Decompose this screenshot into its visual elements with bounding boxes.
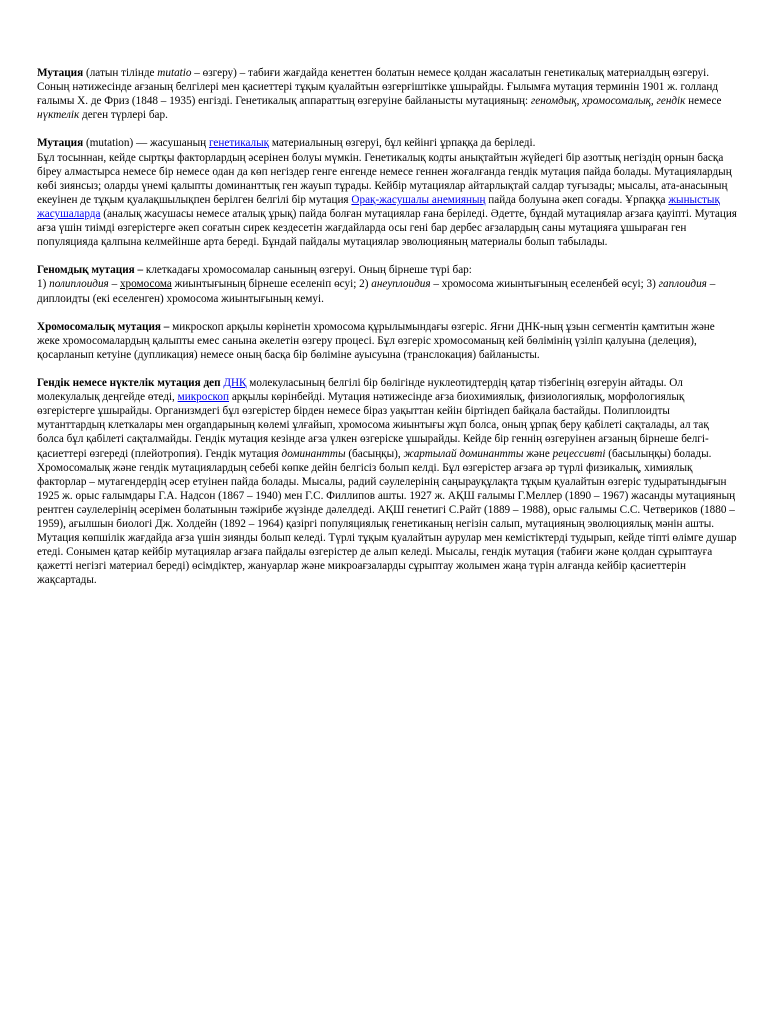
term-genomic-mutation: Геномдық мутация – [37,264,144,277]
text-run: – өзгеру) – табиғи жағдайда кенеттен болатын немесе қолдан жасалатын генетикалық материалдың өзгеруі. Соның нәтижесінде ағзаның белгілері мен қасиеттері тұқым қуалайтын өзгерғіштікке ұшырайды. Ғылымға мутация терминін 1901 ж. голланд ғалымы Х. де Фриз (1848 – 1935) енгізді. Генетикалық аппараттың өзгеруіне байланысты мутацияның: [37,67,719,108]
paragraph-mutation-definition [37,66,737,122]
text-run: және [523,447,553,460]
link-microscope[interactable]: микроскоп [177,391,230,404]
text-run: молекуласының белгілі бір бөлігінде нуклеотидтердің қатар тізбегінің өзгеруін айтады. Ол молекулалық деңгейде өтеді, [37,377,683,404]
text-run-italic: mutatio [157,67,192,79]
text-run: клеткадағы хромосомалар санының өзгеруі. Оның бірнеше түрі бар: [143,264,472,277]
term-mutation: Мутация [37,67,84,79]
link-dna[interactable]: ДНҚ [223,377,247,390]
text-run: Бұл тосыннан, кейде сыртқы факторлардың әсерінен болуы мүмкін. Генетикалық кодты анықтайтын жүйедегі бір азоттық негіздің орнын басқа біреу алмастырса немесе бір немесе одан да көп негіздер генге енгенде немесе геннен жоғалғанда гендік мутация пайда болады. Мутациялардың көбі зиянсыз; оларды үнемі қалыпты доминанттық ген жауып тұрады. Кейбір мутациялар айтарлықтай салдар туғызады; мысалы, ата-анасының екеуінен де тұқым қуалақшылықпен берілген белгілі бір мутация [37,151,732,206]
text-run: материалының өзгеруі, бұл кейінгі ұрпаққа да беріледі. [269,137,536,150]
term-mutation: Мутация [37,137,84,150]
text-run-italic: доминантты [281,447,346,460]
term-chromosomal-mutation: Хромосомалық мутация – [37,320,170,333]
text-run-italic: нүктелік [37,109,80,122]
text-run: – диплоидты (екі еселенген) хромосома жиынтығының кемуі. [37,278,716,305]
text-run-italic: рецессивті [552,447,606,460]
text-run: деген түрлері бар. [79,109,168,122]
text-run-italic: геномдық, хромосомалық, гендік [530,95,686,108]
text-run: жиынтығының бірнеше еселеніп өсуі; 2) [171,278,372,291]
link-genetic[interactable]: генетикалық [208,137,270,150]
link-germ-cells[interactable]: жыныстық жасушаларда [37,193,720,220]
text-run-italic: гаплоидия [658,278,707,291]
text-run: (басыңқы), [345,447,404,460]
text-run-italic: анеуплоидия [371,278,431,291]
text-run: микроскоп арқылы көрінетін хромосома құрылымындағы өзгеріс. Яғни ДНК-ның ұзын сегментін қамтитын және жеке хромосомалардың қалыпты емес санына әкелетін өзгеру процесі. Бұл өзгеріс хромосоманың кей бөлімінің үзіліп қалуына (делеция), қосарланып кетуіне (дупликация) немесе оның басқа бір бөліміне ауысуына (транслокация) байланысты. [37,320,715,361]
text-run: – хромосома жиынтығының еселенбей өсуі; 3) [430,278,659,291]
link-sickle-cell-anemia[interactable]: Орақ-жасушалы анемияның [351,193,486,206]
term-gene-mutation: Гендік немесе нүктелік мутация деп [37,377,221,390]
text-run-italic: жартылай доминантты [403,447,524,460]
text-run: арқылы көрінбейді. Мутация нәтижесінде ағза биохимиялық, физиологиялық, морфологиялық өзгерістерге ұшырайды. Организмдегі бұл өзгерістер бірден немесе біраз уақыттан кейін біртіндеп байқала бастайды. Полиплоидты мутанттардың клеткалары мен organдарының көлемі ұлғайып, хромосома жиынтығы жұп болса, оның ұрпақ беру қабілеті сақталады, ал тақ болса бұл қабілеті сақталмайды. Гендік мутация кезінде ағза үлкен өзгеріске ұшырайды. Кейде бір геннің өзгеруінен ағзаның бірнеше белгі-қасиеттері өзгереді (плейотропия). Гендік мутация [37,391,709,460]
document-page [37,66,737,602]
text-run: пайда болуына әкеп соғады. Ұрпаққа [485,193,669,206]
paragraph-mutation-cell [37,136,737,249]
text-run: – [108,278,120,291]
paragraph-genomic-mutation [37,263,737,305]
text-run: немесе [685,95,722,108]
text-run-italic: полиплоидия [49,278,109,291]
text-run: (латын тілінде [83,67,158,79]
text-run: (mutation) — жасушаның [83,137,209,150]
paragraph-chromosomal-mutation [37,320,737,362]
text-run: 1) [37,278,50,291]
paragraph-gene-mutation [37,376,737,587]
text-run-underlined: хромосома [119,278,172,291]
text-run: (аналық жасушасы немесе аталық ұрық) пайда болған мутациялар ғана беріледі. Әдетте, бұндай мутациялар ағзаға қауіпті. Мутация ағза үшін тиімді өзгерістерге әкеп соғатын сирек кездесетін жағдайларда осы гені бар дербес ағзалардың саны мутацияға ұшыраған ген популяцияда қалпына келмейінше арта береді. Бұндай пайдалы мутациялар эволюцияның материалы болып табылады. [37,207,737,249]
text-run: (басылыңқы) болады. Хромосомалық және гендік мутациялардың себебі көпке дейін белгісіз болып келді. Бұл өзгерістер ағзаға әр түрлі физикалық, химиялық факторлар – мутагендердің әсер етуінен пайда болады. Мысалы, радий сәулелерінің саңырауқұлақта тұқым қуалайтын өзгеріс тудыратындығын 1925 ж. орыс ғалымдары Г.А. Надсон (1867 – 1940) мен Г.С. Филлипов ашты. 1927 ж. АҚШ ғалымы Г.Меллер (1890 – 1967) жасанды мутацияның рентген сәулелерінің әсерімен болатынын тәжірибе жүзінде дәлелдеді. АҚШ генетигі С.Райт (1889 – 1988), орыс ғалымы С.С. Четвериков (1880 – 1959), ағылшын биологі Дж. Холдейн (1892 – 1964) қазіргі популяциялық генетиканың негізін салып, мутацияның эволюциялық мәнін ашты. Мутация көпшілік жағдайда ағза үшін зиянды болып келеді. Түрлі тұқым қуалайтын аурулар мен кемістіктерді тудырып, кейде тіпті өлімге душар етеді. Сонымен қатар кейбір мутациялар ағзаға пайдалы өзгерістер де алып келеді. Мысалы, гендік мутация (табиғи және қолдан сұрыптауға қажетті негізгі материал береді) өсімдіктер, жануарлар және микроағзаларды сұрыптау жолымен жаңа түрін алғанда кейбір қасиеттерін жақсартады. [37,447,737,587]
